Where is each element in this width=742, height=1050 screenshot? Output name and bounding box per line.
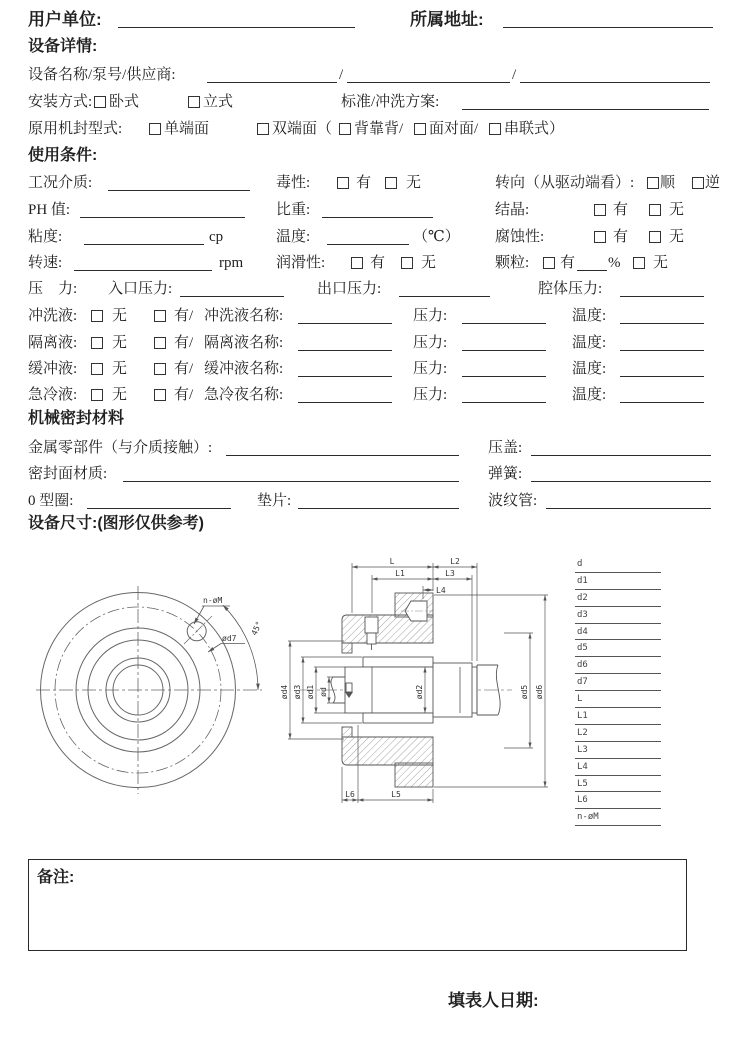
flush-no-label: 无 — [112, 308, 128, 324]
inlet-pressure-blank[interactable] — [180, 281, 284, 297]
dim-L1: L1 — [395, 569, 405, 578]
seal-face-blank[interactable] — [123, 466, 459, 482]
row-oring — [0, 490, 742, 512]
dim-d1: ød1 — [306, 684, 315, 700]
flush-pressure-label: 压力: — [413, 308, 448, 324]
flush-name-blank[interactable] — [298, 308, 392, 324]
dim-row-label: L5 — [577, 778, 588, 789]
flush-pressure-blank[interactable] — [462, 308, 546, 324]
celsius-unit: （℃） — [413, 229, 460, 245]
rotation-ccw-label: 逆 — [705, 175, 721, 191]
dim-row-d7[interactable] — [575, 674, 661, 691]
speed-label: 转速: — [28, 255, 63, 271]
gland-label: 压盖: — [488, 440, 523, 456]
checkbox-lubricity-yes[interactable] — [351, 257, 363, 269]
crystal-no-label: 无 — [669, 202, 685, 218]
dim-row-d[interactable] — [575, 556, 661, 573]
standard-flush-label: 标准/冲洗方案: — [341, 94, 440, 110]
toxicity-label: 毒性: — [276, 175, 311, 191]
dim-L6: L6 — [345, 790, 355, 799]
checkbox-buffer-yes[interactable] — [154, 363, 166, 375]
barrier-name-blank[interactable] — [298, 335, 392, 351]
dim-row-d4[interactable] — [575, 624, 661, 641]
flush-temp-blank[interactable] — [620, 308, 704, 324]
row-quench-liquid — [0, 384, 742, 406]
flush-yes-label: 有/ — [174, 308, 194, 324]
row-viscosity — [0, 226, 742, 248]
toxic-no-label: 无 — [406, 175, 422, 191]
checkbox-toxic-yes[interactable] — [337, 177, 349, 189]
dim-row-d5[interactable] — [575, 640, 661, 657]
bellows-blank[interactable] — [546, 493, 711, 509]
barrier-yes-label: 有/ — [174, 335, 194, 351]
rotation-cw-label: 顺 — [660, 175, 676, 191]
dim-row-label: d — [577, 559, 583, 569]
particles-yes-label: 有 — [560, 255, 576, 271]
dim-row-L5[interactable] — [575, 776, 661, 793]
checkbox-corrosive-yes[interactable] — [594, 231, 606, 243]
quench-temp-label: 温度: — [572, 387, 607, 403]
seal-face-label: 密封面材质: — [28, 466, 108, 482]
dim-row-label: d3 — [577, 609, 588, 620]
checkbox-rotation-ccw[interactable] — [692, 177, 704, 189]
checkbox-back-to-back[interactable] — [339, 123, 351, 135]
bolt-note-label: n-øM — [203, 596, 223, 605]
quench-no-label: 无 — [112, 387, 128, 403]
remarks-box[interactable] — [28, 859, 687, 951]
barrier-pressure-blank[interactable] — [462, 335, 546, 351]
flush-temp-label: 温度: — [572, 308, 607, 324]
dim-row-label: L — [577, 694, 583, 705]
particles-no-label: 无 — [653, 255, 669, 271]
dim-d3: ød3 — [293, 684, 302, 700]
checkbox-quench-yes[interactable] — [154, 389, 166, 401]
temp-blank[interactable] — [327, 229, 409, 245]
checkbox-particles-yes[interactable] — [543, 257, 555, 269]
buffer-name-blank[interactable] — [298, 361, 392, 377]
chamber-pressure-label: 腔体压力: — [538, 281, 603, 297]
corrosive-no-label: 无 — [669, 229, 685, 245]
dim-d2: ød2 — [415, 684, 424, 700]
dim-row-L1[interactable] — [575, 708, 661, 725]
quench-liquid-label: 急冷液: — [28, 387, 78, 403]
particles-percent-blank[interactable] — [577, 255, 607, 271]
outlet-pressure-blank[interactable] — [399, 281, 490, 297]
conditions-section-title: 使用条件: — [28, 147, 98, 164]
metal-parts-label: 金属零部件（与介质接触）: — [28, 440, 213, 456]
dim-row-d6[interactable] — [575, 657, 661, 674]
checkbox-tandem[interactable] — [489, 123, 501, 135]
temp-label: 温度: — [276, 229, 311, 245]
dim-d4: ød4 — [280, 684, 289, 700]
equipment-name-blank[interactable] — [207, 67, 337, 83]
speed-blank[interactable] — [74, 255, 212, 271]
dim-L: L — [389, 557, 395, 566]
checkbox-flush-no[interactable] — [91, 310, 103, 322]
lubricity-yes-label: 有 — [370, 255, 386, 271]
checkbox-corrosive-no[interactable] — [649, 231, 661, 243]
checkbox-double-face[interactable] — [257, 123, 269, 135]
dim-row-L4[interactable] — [575, 759, 661, 776]
pressure-label: 压 力: — [28, 281, 78, 297]
outlet-pressure-label: 出口压力: — [317, 281, 382, 297]
row-orig-seal-type — [0, 118, 742, 140]
bolt-circle-dia-label: ød7 — [222, 634, 237, 643]
lubricity-label: 润滑性: — [276, 255, 326, 271]
equipment-section-title: 设备详情: — [28, 38, 98, 55]
corrosive-yes-label: 有 — [613, 229, 629, 245]
checkbox-quench-no[interactable] — [91, 389, 103, 401]
back-to-back-label: 背靠背/ — [354, 121, 404, 137]
checkbox-buffer-no[interactable] — [91, 363, 103, 375]
checkbox-particles-no[interactable] — [633, 257, 645, 269]
supplier-blank[interactable] — [520, 67, 710, 83]
oring-blank[interactable] — [87, 493, 231, 509]
dim-row-L6[interactable] — [575, 792, 661, 809]
row-user-unit — [0, 9, 742, 31]
checkbox-vertical[interactable] — [188, 96, 200, 108]
slash-1: / — [339, 67, 344, 83]
checkbox-lubricity-no[interactable] — [401, 257, 413, 269]
barrier-pressure-label: 压力: — [413, 335, 448, 351]
buffer-pressure-label: 压力: — [413, 361, 448, 377]
install-vertical-label: 立式 — [203, 94, 234, 110]
front-view — [36, 586, 262, 794]
row-install — [0, 91, 742, 113]
viscosity-label: 粘度: — [28, 229, 63, 245]
angle-label: 45° — [249, 619, 264, 637]
remarks-label: 备注: — [37, 869, 75, 886]
dim-row-label: d6 — [577, 660, 588, 671]
row-equipment-title — [0, 36, 742, 58]
bellows-label: 波纹管: — [488, 493, 538, 509]
buffer-temp-label: 温度: — [572, 361, 607, 377]
checkbox-barrier-no[interactable] — [91, 337, 103, 349]
dim-row-label: d4 — [577, 626, 588, 637]
medium-blank[interactable] — [108, 175, 250, 191]
checkbox-horizontal[interactable] — [94, 96, 106, 108]
viscosity-blank[interactable] — [84, 229, 204, 245]
single-face-label: 单端面 — [164, 121, 210, 137]
dim-row-L[interactable] — [575, 691, 661, 708]
rotation-label: 转向（从驱动端看）: — [495, 175, 635, 191]
dim-row-label: L6 — [577, 795, 588, 806]
barrier-name-label: 隔离液名称: — [204, 335, 284, 351]
oring-label: 0 型圈: — [28, 493, 74, 509]
address-blank[interactable] — [503, 12, 713, 28]
checkbox-barrier-yes[interactable] — [154, 337, 166, 349]
dim-L5: L5 — [391, 790, 401, 799]
dimensions-section-title: 设备尺寸:(图形仅供参考) — [28, 515, 204, 532]
barrier-liquid-label: 隔离液: — [28, 335, 78, 351]
section-view — [300, 593, 512, 787]
row-speed — [0, 252, 742, 274]
materials-section-title: 机械密封材料 — [28, 410, 125, 427]
filler-date-label: 填表人日期: — [448, 991, 539, 1010]
row-seal-face — [0, 463, 742, 485]
gravity-label: 比重: — [276, 202, 311, 218]
row-flush-liquid — [0, 305, 742, 327]
spring-blank[interactable] — [531, 466, 711, 482]
checkbox-crystal-no[interactable] — [649, 204, 661, 216]
row-barrier-liquid — [0, 332, 742, 354]
toxic-yes-label: 有 — [356, 175, 372, 191]
dim-row-label: d7 — [577, 677, 588, 688]
dim-d: ød — [319, 687, 328, 697]
row-conditions-title — [0, 145, 742, 167]
row-pressure — [0, 278, 742, 300]
dim-row-d1[interactable] — [575, 573, 661, 590]
checkbox-crystal-yes[interactable] — [594, 204, 606, 216]
dim-d6: ød6 — [535, 684, 544, 700]
crystal-label: 结晶: — [495, 202, 530, 218]
buffer-liquid-label: 缓冲液: — [28, 361, 78, 377]
quench-yes-label: 有/ — [174, 387, 194, 403]
checkbox-flush-yes[interactable] — [154, 310, 166, 322]
dim-row-label: L4 — [577, 761, 588, 772]
dim-row-L3[interactable] — [575, 742, 661, 759]
dim-row-nM[interactable] — [575, 809, 661, 826]
dim-L4: L4 — [436, 586, 446, 595]
dim-row-d3[interactable] — [575, 607, 661, 624]
corrosive-label: 腐蚀性: — [495, 229, 545, 245]
ph-blank[interactable] — [80, 202, 245, 218]
checkbox-rotation-cw[interactable] — [647, 177, 659, 189]
barrier-no-label: 无 — [112, 335, 128, 351]
checkbox-single-face[interactable] — [149, 123, 161, 135]
row-name-pump-supplier — [0, 64, 742, 86]
buffer-temp-blank[interactable] — [620, 361, 704, 377]
gasket-label: 垫片: — [257, 493, 292, 509]
dim-L3: L3 — [445, 569, 455, 578]
dimension-table — [575, 556, 663, 826]
chamber-pressure-blank[interactable] — [620, 281, 704, 297]
crystal-yes-label: 有 — [613, 202, 629, 218]
dim-row-label: d1 — [577, 575, 588, 586]
quench-name-label: 急冷夜名称: — [204, 387, 284, 403]
install-label: 安装方式: — [28, 94, 93, 110]
metal-parts-blank[interactable] — [226, 440, 459, 456]
install-horizontal-label: 卧式 — [109, 94, 140, 110]
dim-L2: L2 — [450, 557, 460, 566]
cp-unit: cp — [209, 229, 224, 245]
quench-name-blank[interactable] — [298, 387, 392, 403]
inlet-pressure-label: 入口压力: — [108, 281, 173, 297]
dim-row-label: d5 — [577, 643, 588, 654]
tandem-label: 串联式） — [504, 121, 565, 137]
checkbox-face-to-face[interactable] — [414, 123, 426, 135]
dim-row-label: L2 — [577, 727, 588, 738]
flush-name-label: 冲洗液名称: — [204, 308, 284, 324]
dim-d5: ød5 — [520, 684, 529, 700]
user-unit-blank[interactable] — [118, 12, 355, 28]
gland-blank[interactable] — [531, 440, 711, 456]
name-pump-supplier-label: 设备名称/泵号/供应商: — [28, 67, 176, 83]
double-face-label: 双端面（ — [272, 121, 333, 137]
gravity-blank[interactable] — [322, 202, 433, 218]
flush-liquid-label: 冲洗液: — [28, 308, 78, 324]
row-materials-title — [0, 408, 742, 430]
row-dimensions-title — [0, 513, 742, 535]
ph-label: PH 值: — [28, 202, 71, 218]
checkbox-toxic-no[interactable] — [385, 177, 397, 189]
slash-2: / — [512, 67, 517, 83]
address-label: 所属地址: — [410, 10, 484, 29]
face-to-face-label: 面对面/ — [429, 121, 479, 137]
orig-seal-label: 原用机封型式: — [28, 121, 123, 137]
barrier-temp-blank[interactable] — [620, 335, 704, 351]
spring-label: 弹簧: — [488, 466, 523, 482]
percent-sign: % — [608, 255, 621, 271]
user-unit-label: 用户单位: — [28, 10, 102, 29]
dim-row-label: n-øM — [577, 812, 599, 823]
buffer-yes-label: 有/ — [174, 361, 194, 377]
medium-label: 工况介质: — [28, 175, 93, 191]
dim-row-label: L1 — [577, 711, 588, 722]
dim-row-d2[interactable] — [575, 590, 661, 607]
lubricity-no-label: 无 — [421, 255, 437, 271]
standard-flush-blank[interactable] — [462, 94, 709, 110]
dim-row-label: d2 — [577, 592, 588, 603]
buffer-pressure-blank[interactable] — [462, 361, 546, 377]
buffer-no-label: 无 — [112, 361, 128, 377]
quench-pressure-label: 压力: — [413, 387, 448, 403]
rpm-unit: rpm — [219, 255, 244, 271]
quench-temp-blank[interactable] — [620, 387, 704, 403]
quench-pressure-blank[interactable] — [462, 387, 546, 403]
buffer-name-label: 缓冲液名称: — [204, 361, 284, 377]
pump-number-blank[interactable] — [347, 67, 510, 83]
dim-row-label: L3 — [577, 744, 588, 755]
row-medium — [0, 172, 742, 194]
particles-label: 颗粒: — [495, 255, 530, 271]
barrier-temp-label: 温度: — [572, 335, 607, 351]
gasket-blank[interactable] — [298, 493, 459, 509]
row-metal-parts — [0, 437, 742, 459]
dim-row-L2[interactable] — [575, 725, 661, 742]
row-ph — [0, 199, 742, 221]
row-buffer-liquid — [0, 358, 742, 380]
